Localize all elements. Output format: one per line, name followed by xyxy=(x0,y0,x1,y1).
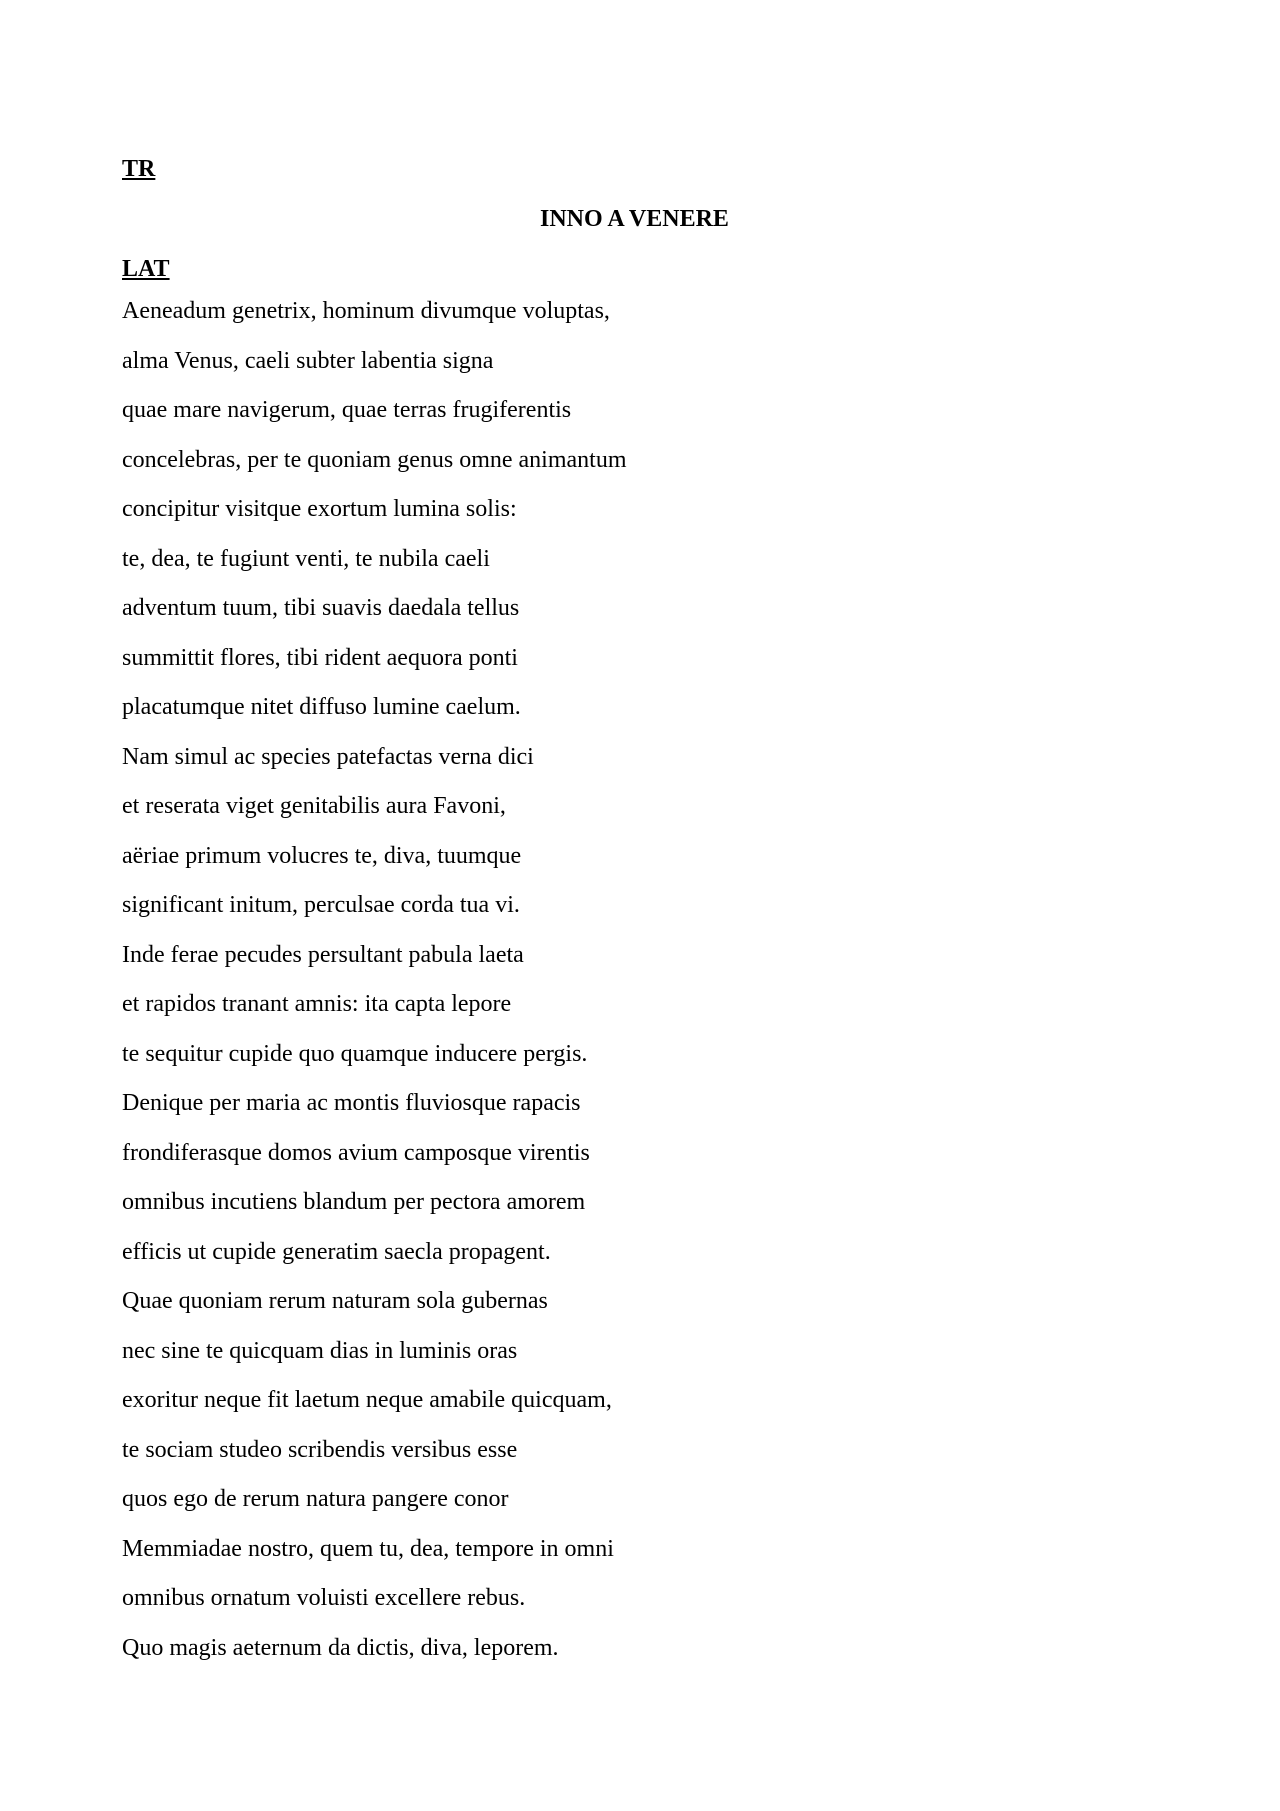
verse-line: Aeneadum genetrix, hominum divumque voluptas, xyxy=(122,298,610,324)
verse-line: adventum tuum, tibi suavis daedala tellus xyxy=(122,595,520,621)
verse-line: Quo magis aeternum da dictis, diva, leporem. xyxy=(122,1634,559,1661)
verse-line: quos ego de rerum natura pangere conor xyxy=(122,1486,509,1512)
verse-line: concipitur visitque exortum lumina solis: xyxy=(122,496,517,522)
verse-line: significant initum, perculsae corda tua vi. xyxy=(122,892,520,918)
verse-line: et rapidos tranant amnis: ita capta lepore xyxy=(122,991,512,1017)
verse-line: et reserata viget genitabilis aura Favoni, xyxy=(122,793,506,819)
verse-line: te, dea, te fugiunt venti, te nubila caeli xyxy=(122,545,490,572)
verse-line: Inde ferae pecudes persultant pabula laeta xyxy=(122,941,524,968)
verse-line: aëriae primum volucres te, diva, tuumque xyxy=(122,842,522,869)
verse-line: te sequitur cupide quo quamque inducere pergis. xyxy=(122,1040,588,1067)
verse-line: omnibus incutiens blandum per pectora amorem xyxy=(122,1189,586,1215)
verse-line: frondiferasque domos avium camposque virentis xyxy=(122,1139,590,1166)
verse-line: summittit flores, tibi rident aequora ponti xyxy=(122,644,518,671)
verse-line: Denique per maria ac montis fluviosque rapacis xyxy=(122,1090,581,1116)
verse-line: Quae quoniam rerum naturam sola gubernas xyxy=(122,1288,548,1314)
verse-line: efficis ut cupide generatim saecla propagent. xyxy=(122,1238,551,1265)
language-label-lat: LAT xyxy=(122,256,170,282)
verse-line: Memmiadae nostro, quem tu, dea, tempore in omni xyxy=(122,1535,614,1562)
verse-line: quae mare navigerum, quae terras frugiferentis xyxy=(122,397,572,423)
verse-line: nec sine te quicquam dias in luminis oras xyxy=(122,1337,518,1364)
poem-title: INNO A VENERE xyxy=(540,206,729,232)
verse-line: te sociam studeo scribendis versibus esse xyxy=(122,1436,518,1463)
verse-line: concelebras, per te quoniam genus omne animantum xyxy=(122,446,627,473)
verse-line: omnibus ornatum voluisti excellere rebus. xyxy=(122,1585,526,1611)
verse-line: placatumque nitet diffuso lumine caelum. xyxy=(122,694,521,720)
section-label-tr: TR xyxy=(122,156,156,182)
verse-list xyxy=(122,299,627,1685)
verse-line: exoritur neque fit laetum neque amabile quicquam, xyxy=(122,1387,612,1413)
verse-line: alma Venus, caeli subter labentia signa xyxy=(122,347,494,374)
verse-line: Nam simul ac species patefactas verna dici xyxy=(122,743,534,770)
